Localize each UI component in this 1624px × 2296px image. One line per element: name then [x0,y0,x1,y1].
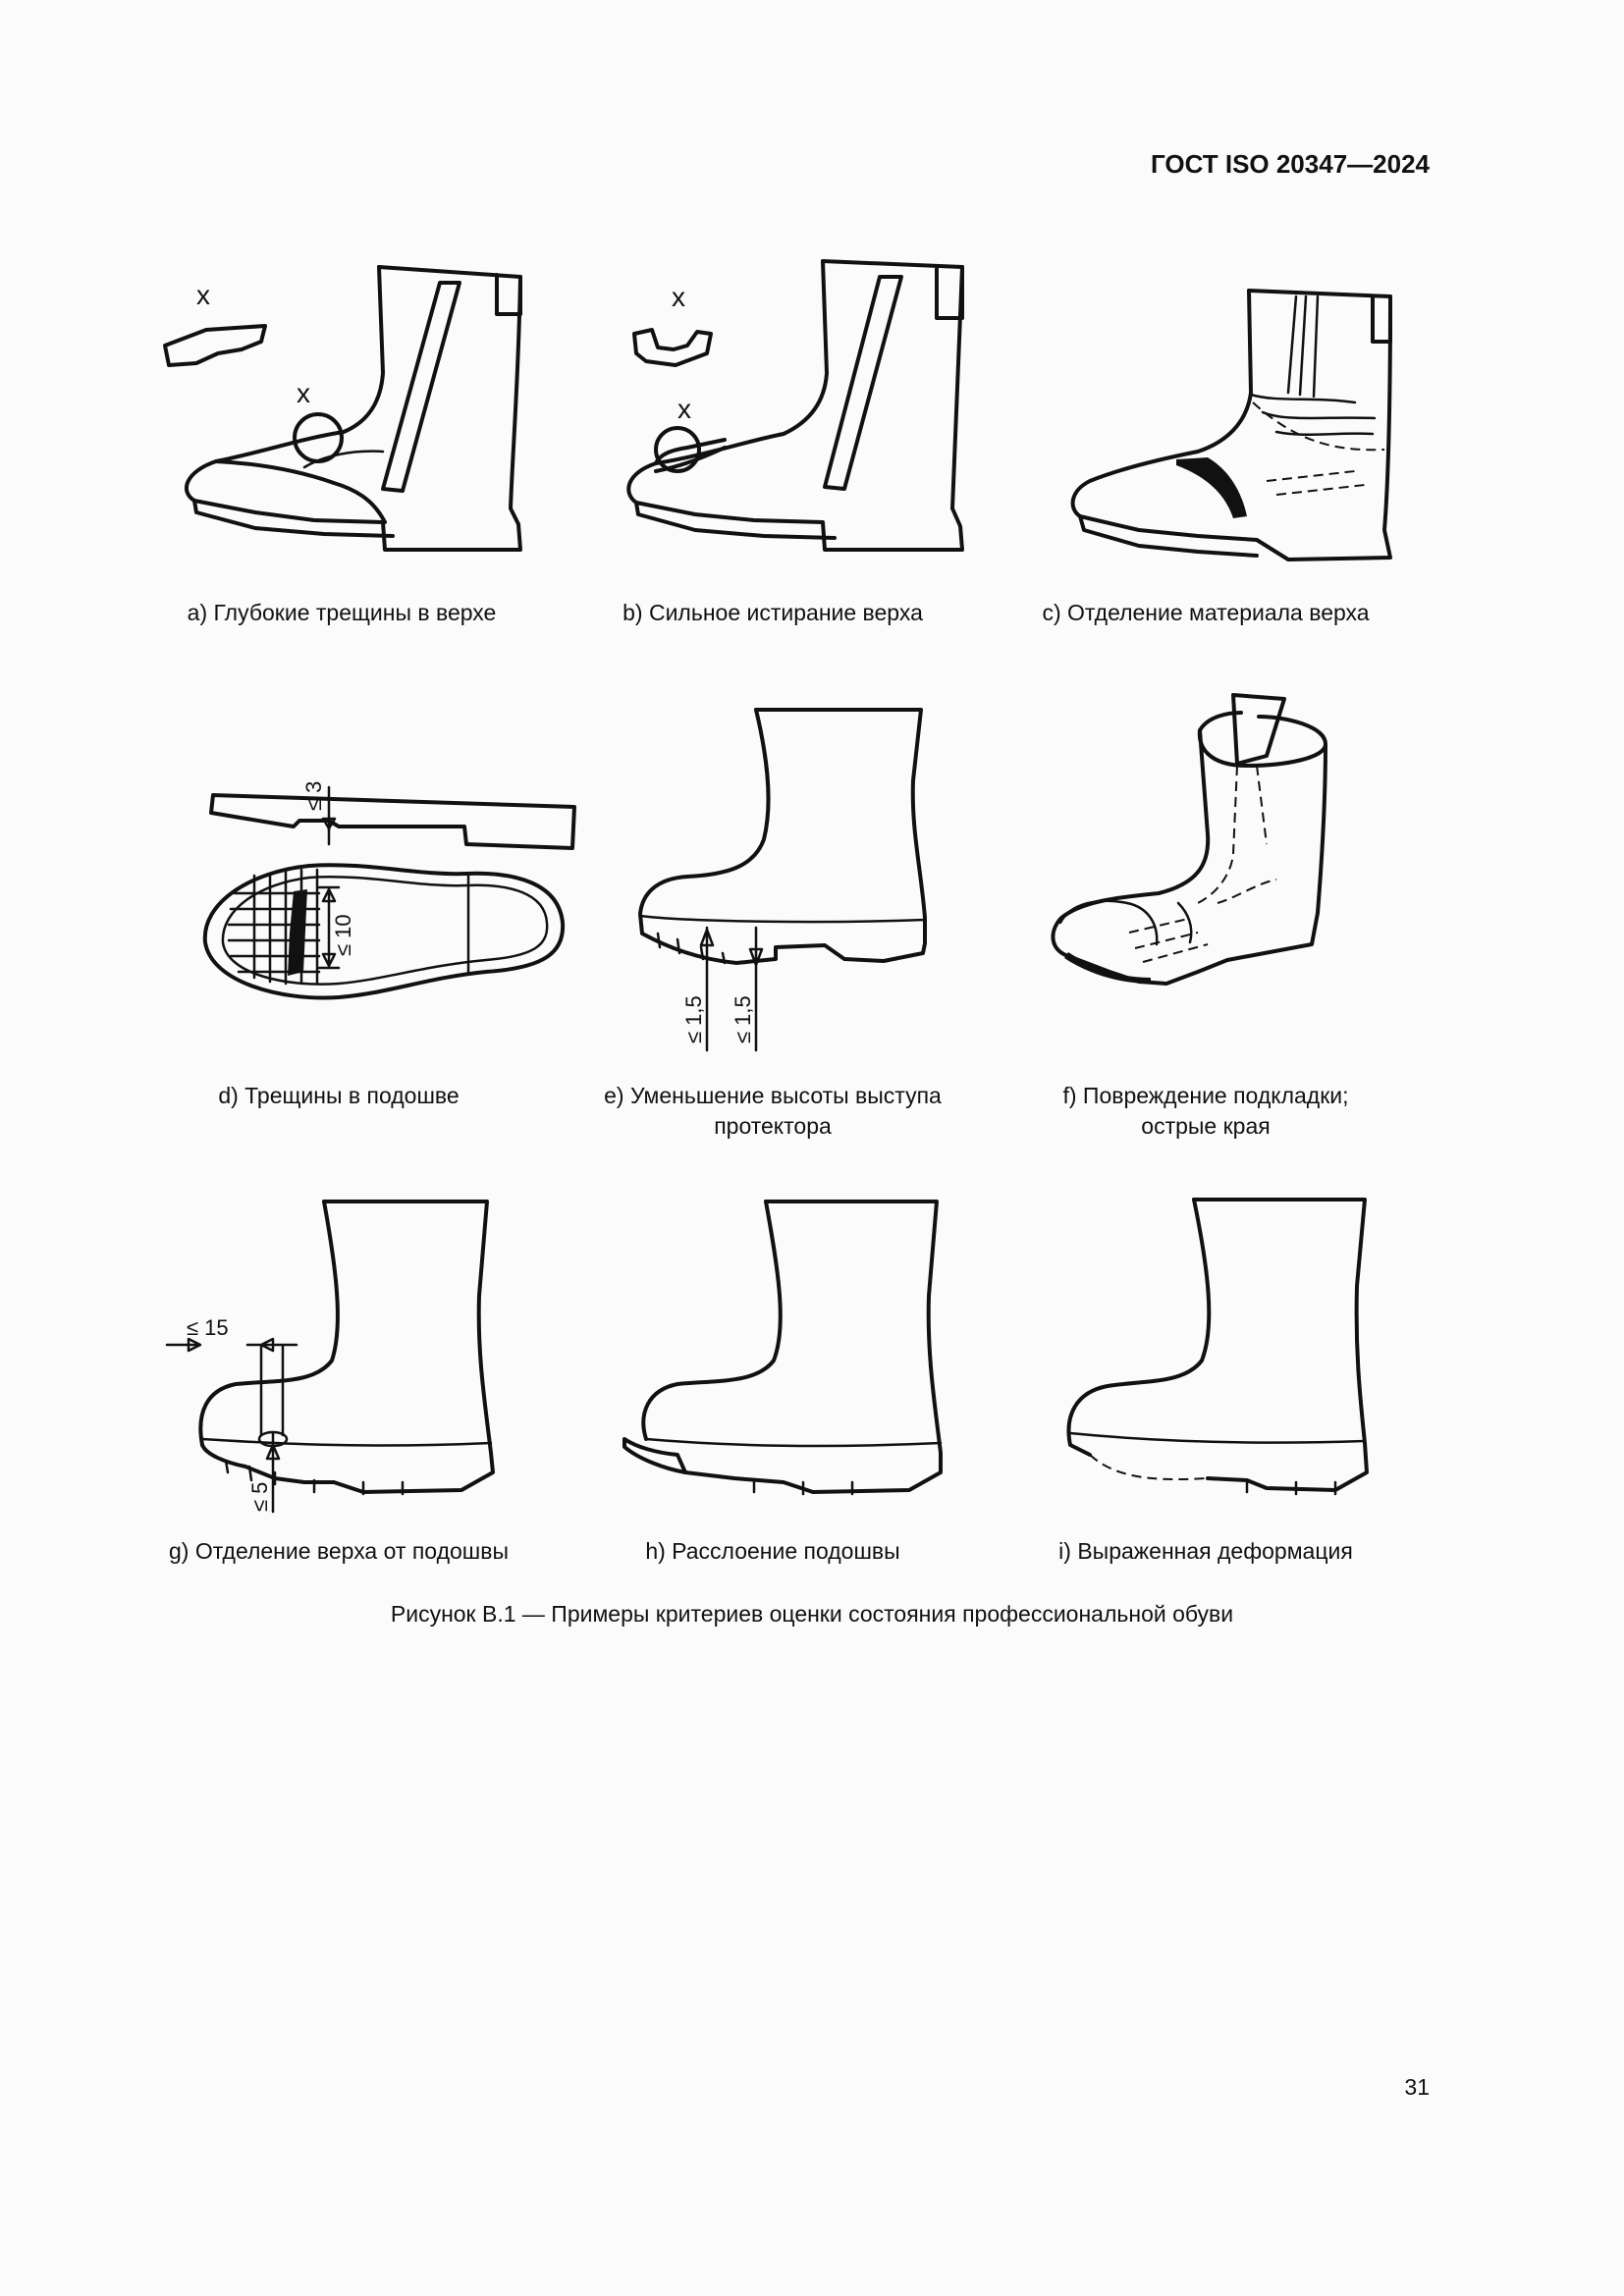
caption-h: h) Расслоение подошвы [645,1538,900,1564]
mark-x-fragment: x [672,282,685,312]
document-header: ГОСТ ISO 20347—2024 [1150,149,1430,179]
dim-separation-length: ≤ 15 [187,1315,229,1340]
figure-d-sole-cracks [191,766,584,1060]
figure-h-sole-delamination [617,1188,950,1492]
dim-separation-gap: ≤ 5 [247,1481,272,1512]
caption-i: i) Выраженная деформация [1058,1538,1353,1564]
mark-x-crack: x [297,378,310,408]
figure-caption: Рисунок В.1 — Примеры критериев оценки состояния профессиональной обуви [390,1601,1234,1627]
dim-sole-thickness: ≤ 3 [301,780,326,811]
dim-tread-height-1: ≤ 1,5 [681,995,706,1043]
figure-a-boot-deep-cracks [157,255,530,560]
mark-x-abrasion: x [677,394,691,424]
caption-e [537,1081,1008,1142]
dim-crack-length: ≤ 10 [331,914,355,956]
caption-e-line-1: e) Уменьшение высоты выступа [604,1083,942,1108]
caption-c: c) Отделение материала верха [1042,600,1370,625]
figure-c-boot-material-separation [1060,285,1414,579]
caption-f-line-2: острые края [1141,1113,1271,1139]
caption-b: b) Сильное истирание верха [623,600,923,625]
mark-x-fragment: x [196,280,210,310]
figure-i-pronounced-deformation [1051,1188,1384,1492]
figure-f-lining-damage [1041,687,1335,1011]
caption-a: a) Глубокие трещины в верхе [187,600,497,625]
caption-f-line-1: f) Повреждение подкладки; [1062,1083,1349,1108]
caption-e-line-2: протектора [714,1113,832,1139]
caption-d: d) Трещины в подошве [218,1083,460,1108]
figure-e-tread-wear [628,702,933,1055]
caption-g: g) Отделение верха от подошвы [169,1538,509,1564]
dim-tread-height-2: ≤ 1,5 [731,995,755,1043]
figure-g-upper-sole-separation [167,1188,511,1522]
caption-f [970,1081,1441,1142]
figure-b-boot-abrasion [617,255,990,560]
page-number: 31 [1404,2074,1430,2100]
